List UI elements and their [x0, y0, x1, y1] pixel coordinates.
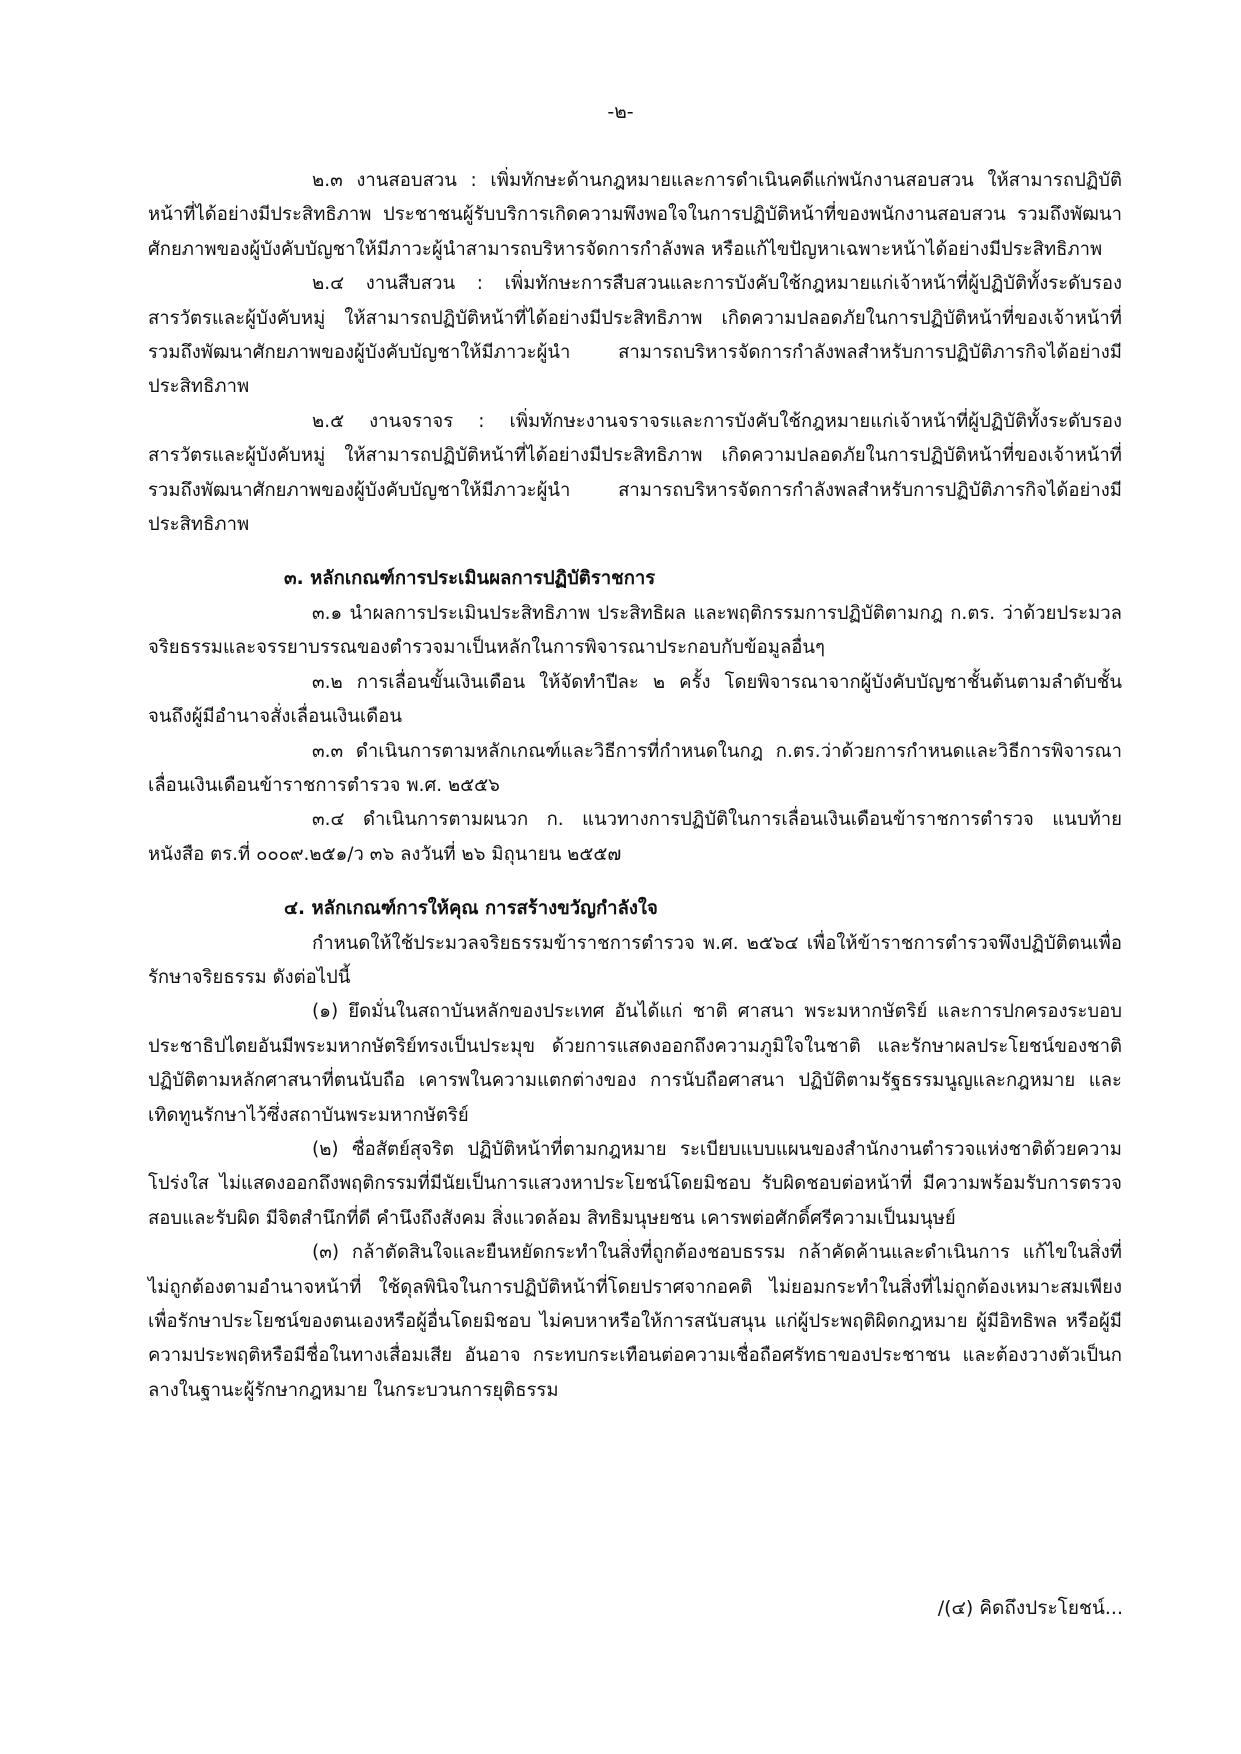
document-body: [148, 164, 1122, 1408]
page-number: -๒-: [607, 101, 634, 123]
paragraph-4-item-2: (๒) ซื่อสัตย์สุจริต ปฏิบัติหน้าที่ตามกฎหมาย ระเบียบแบบแผนของสำนักงานตำรวจแห่งชาติด้วยความโปร่งใส ไม่แสดงออกถึงพฤติกรรมที่มีนัยเป็นการแสวงหาประโยชน์โดยมิชอบ รับผิดชอบต่อหน้าที่ มีความพร้อมรับการตรวจสอบและรับผิด มีจิตสำนึกที่ดี คำนึงถึงสังคม สิ่งแวดล้อม สิทธิมนุษยชน เคารพต่อศักดิ์ศรีความเป็นมนุษย์: [148, 1138, 1122, 1229]
paragraph-3-2: ๓.๒ การเลื่อนขั้นเงินเดือน ให้จัดทำปีละ ๒ ครั้ง โดยพิจารณาจากผู้บังคับบัญชาชั้นต้นตามลำดับชั้น จนถึงผู้มีอำนาจสั่งเลื่อนเงินเดือน: [148, 671, 1122, 728]
paragraph-2-5: ๒.๕ งานจราจร : เพิ่มทักษะงานจราจรและการบังคับใช้กฎหมายแก่เจ้าหน้าที่ผู้ปฏิบัติทั้งระดับรองสารวัตรและผู้บังคับหมู่ ให้สามารถปฏิบัติหน้าที่ได้อย่างมีประสิทธิภาพ เกิดความปลอดภัยในการปฏิบัติหน้าที่ของเจ้าหน้าที่ รวมถึงพัฒนาศักยภาพของผู้บังคับบัญชาให้มีภาวะผู้นำ สามารถบริหารจัดการกำลังพลสำหรับการปฏิบัติภารกิจได้อย่างมีประสิทธิภาพ: [148, 410, 1122, 536]
paragraph-3-3: ๓.๓ ดำเนินการตามหลักเกณฑ์และวิธีการที่กำหนดในกฎ ก.ตร.ว่าด้วยการกำหนดและวิธีการพิจารณาเลื่อนเงินเดือนข้าราชการตำรวจ พ.ศ. ๒๕๕๖: [148, 740, 1122, 796]
paragraph-2-3: ๒.๓ งานสอบสวน : เพิ่มทักษะด้านกฎหมายและการดำเนินคดีแก่พนักงานสอบสวน ให้สามารถปฏิบัติหน้าที่ได้อย่างมีประสิทธิภาพ ประชาชนผู้รับบริการเกิดความพึงพอใจในการปฏิบัติหน้าที่ของพนักงานสอบสวน รวมถึงพัฒนาศักยภาพของผู้บังคับบัญชาให้มีภาวะผู้นำสามารถบริหารจัดการกำลังพล หรือแก้ไขปัญหาเฉพาะหน้าได้อย่างมีประสิทธิภาพ: [148, 170, 1122, 260]
paragraph-4-item-1: (๑) ยึดมั่นในสถาบันหลักของประเทศ อันได้แก่ ชาติ ศาสนา พระมหากษัตริย์ และการปกครองระบอบประชาธิปไตยอันมีพระมหากษัตริย์ทรงเป็นประมุข ด้วยการแสดงออกถึงความภูมิใจในชาติ และรักษาผลประโยชน์ของชาติ ปฏิบัติตามหลักศาสนาที่ตนนับถือ เคารพในความแตกต่างของ การนับถือศาสนา ปฏิบัติตามรัฐธรรมนูญและกฎหมาย และเทิดทูนรักษาไว้ซึ่งสถาบันพระมหากษัตริย์: [148, 1001, 1122, 1126]
section-heading-4: ๔. หลักเกณฑ์การให้คุณ การสร้างขวัญกำลังใจ: [284, 898, 658, 920]
continuation-note: /(๔) คิดถึงประโยชน์...: [937, 1597, 1123, 1619]
paragraph-3-1: ๓.๑ นำผลการประเมินประสิทธิภาพ ประสิทธิผล และพฤติกรรมการปฏิบัติตามกฎ ก.ตร. ว่าด้วยประมวลจริยธรรมและจรรยาบรรณของตำรวจมาเป็นหลักในการพิจารณาประกอบกับข้อมูลอื่นๆ: [148, 602, 1122, 659]
paragraph-2-4: ๒.๔ งานสืบสวน : เพิ่มทักษะการสืบสวนและการบังคับใช้กฎหมายแก่เจ้าหน้าที่ผู้ปฏิบัติทั้งระดับรองสารวัตรและผู้บังคับหมู่ ให้สามารถปฏิบัติหน้าที่ได้อย่างมีประสิทธิภาพ เกิดความปลอดภัยในการปฏิบัติหน้าที่ของเจ้าหน้าที่ รวมถึงพัฒนาศักยภาพของผู้บังคับบัญชาให้มีภาวะผู้นำ สามารถบริหารจัดการกำลังพลสำหรับการปฏิบัติภารกิจได้อย่างมีประสิทธิภาพ: [148, 273, 1122, 398]
paragraph-4-item-3: (๓) กล้าตัดสินใจและยืนหยัดกระทำในสิ่งที่ถูกต้องชอบธรรม กล้าคัดค้านและดำเนินการ แก้ไขในสิ่งที่ไม่ถูกต้องตามอำนาจหน้าที่ ใช้ดุลพินิจในการปฏิบัติหน้าที่โดยปราศจากอคติ ไม่ยอมกระทำในสิ่งที่ไม่ถูกต้องเหมาะสมเพียงเพื่อรักษาประโยชน์ของตนเองหรือผู้อื่นโดยมิชอบ ไม่คบหาหรือให้การสนับสนุน แก่ผู้ประพฤติผิดกฎหมาย ผู้มีอิทธิพล หรือผู้มีความประพฤติหรือมีชื่อในทางเสื่อมเสีย อันอาจ กระทบกระเทือนต่อความเชื่อถือศรัทธาของประชาชน และต้องวางตัวเป็นกลางในฐานะผู้รักษากฎหมาย ในกระบวนการยุติธรรม: [148, 1242, 1122, 1401]
paragraph-3-4: ๓.๔ ดำเนินการตามผนวก ก. แนวทางการปฏิบัติในการเลื่อนเงินเดือนข้าราชการตำรวจ แนบท้ายหนังสือ ตร.ที่ ๐๐๐๙.๒๕๑/ว ๓๖ ลงวันที่ ๒๖ มิถุนายน ๒๕๕๗: [148, 809, 1122, 865]
section-heading-3: ๓. หลักเกณฑ์การประเมินผลการปฏิบัติราชการ: [284, 568, 656, 590]
paragraph-4-intro: กำหนดให้ใช้ประมวลจริยธรรมข้าราชการตำรวจ พ.ศ. ๒๕๖๔ เพื่อให้ข้าราชการตำรวจพึงปฏิบัติตนเพื่อรักษาจริยธรรม ดังต่อไปนี้: [148, 932, 1122, 988]
